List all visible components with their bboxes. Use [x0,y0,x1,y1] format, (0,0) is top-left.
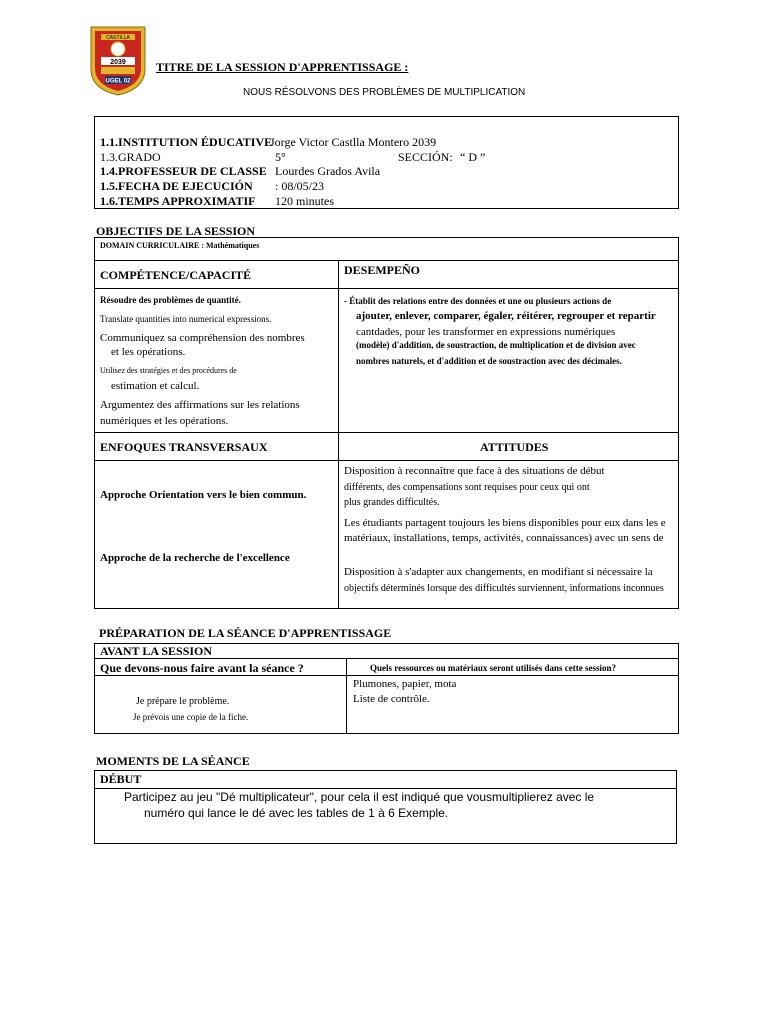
performance-line: (modèle) d'addition, de soustraction, de multiplication et de division avec [356,340,636,350]
info-value-date: : 08/05/23 [275,179,325,193]
logo-text-bottom: UGEL 02 [105,78,131,85]
start-activity-line: numéro qui lance le dé avec les tables de 1 à 6 Exemple. [144,806,449,820]
domain-label: DOMAIN CURRICULAIRE : Mathématiques [100,241,260,250]
attitude-line: Les étudiants partagent toujours les biens disponibles pour eux dans les e [344,517,666,529]
attitude-line: Disposition à s'adapter aux changements, en modifiant si nécessaire la [344,566,653,578]
info-label-date: 1.5.FECHA DE EJECUCIÓN [100,179,253,193]
attitude-line: plus grandes difficultés. [344,497,440,508]
resource-line: Plumones, papier, mota [353,678,457,690]
capacity-line: estimation et calcul. [111,380,200,392]
attitude-line: différents, des compensations sont requises pour ceux qui ont [344,482,590,493]
school-logo [89,25,147,97]
attitude-line: Disposition à reconnaître que face à des situations de début [344,465,605,477]
capacity-line: et les opérations. [111,346,186,358]
objectives-heading: OBJECTIFS DE LA SESSION [96,224,256,238]
prep-col2-header: Quels ressources ou matériaux seront utilisés dans cette session? [370,663,616,673]
performance-line: cantdades, pour les transformer en expressions numériques [356,326,616,338]
attitude-line: matériaux, installations, temps, activités, connaissances) avec un sens de [344,532,664,544]
capacity-line: Translate quantities into numerical expressions. [100,314,272,324]
start-activity-line: Participez au jeu "Dé multiplicateur", pour cela il est indiqué que vousmultiplierez avec le [124,790,595,804]
resource-line: Liste de contrôle. [353,693,430,705]
before-session-label: AVANT LA SESSION [100,644,213,658]
approach-excellence: Approche de la recherche de l'excellence [100,552,290,564]
info-label-teacher: 1.4.PROFESSEUR DE CLASSE [100,164,267,178]
info-label-institution: 1.1.INSTITUTION ÉDUCATIVE [100,135,273,149]
approach-common-good: Approche Orientation vers le bien commun. [100,489,307,501]
attitudes-header: ATTITUDES [480,440,549,454]
info-value-institution: Jorge Victor Castlla Montero 2039 [270,135,437,149]
logo-year: 2039 [110,59,126,66]
prep-col1-header: Que devons-nous faire avant la séance ? [100,661,304,675]
performance-line: - Établit des relations entre des données et une ou plusieurs actions de [344,296,612,306]
moments-heading: MOMENTS DE LA SÉANCE [96,754,250,768]
info-value-teacher: Lourdes Grados Avila [275,164,381,178]
capacity-line: Argumentez des affirmations sur les relations [100,399,300,411]
approaches-header: ENFOQUES TRANSVERSAUX [100,440,268,454]
capacity-line: numériques et les opérations. [100,415,229,427]
info-value-grade: 5° [275,150,286,164]
info-label-duration: 1.6.TEMPS APPROXIMATIF [100,194,256,208]
competence-title: Résoudre des problèmes de quantité. [100,295,241,305]
session-title: TITRE DE LA SESSION D'APPRENTISSAGE : [156,60,409,74]
task-label: Je prépare le problème. [136,696,230,707]
info-value-duration: 120 minutes [275,194,334,208]
task-label: Je prévois une copie de la fiche. [133,712,249,722]
preparation-heading: PRÉPARATION DE LA SÉANCE D'APPRENTISSAGE [99,626,392,640]
info-label-section: SECCIÓN: [398,150,453,164]
capacity-line: Utilisez des stratégies et des procédures de [100,366,237,375]
task-item [124,711,248,723]
start-label: DÉBUT [100,772,142,786]
competence-header: COMPÉTENCE/CAPACITÉ [100,268,252,282]
session-subtitle: NOUS RÉSOLVONS DES PROBLÈMES DE MULTIPLICATION [243,87,526,98]
info-value-section: “ D ” [460,150,486,164]
performance-line: nombres naturels, et d'addition et de soustraction avec des décimales. [356,356,622,366]
task-item [124,695,229,708]
capacity-line: Communiquez sa compréhension des nombres [100,332,305,344]
logo-text-top: CASTILLA [106,35,130,41]
info-label-grade: 1.3.GRADO [100,150,161,164]
performance-header: DESEMPEÑO [344,263,421,277]
attitude-line: objectifs déterminés lorsque des difficultés surviennent, informations inconnues [344,583,664,594]
performance-line: ajouter, enlever, comparer, égaler, réitérer, regrouper et repartir [356,310,656,322]
